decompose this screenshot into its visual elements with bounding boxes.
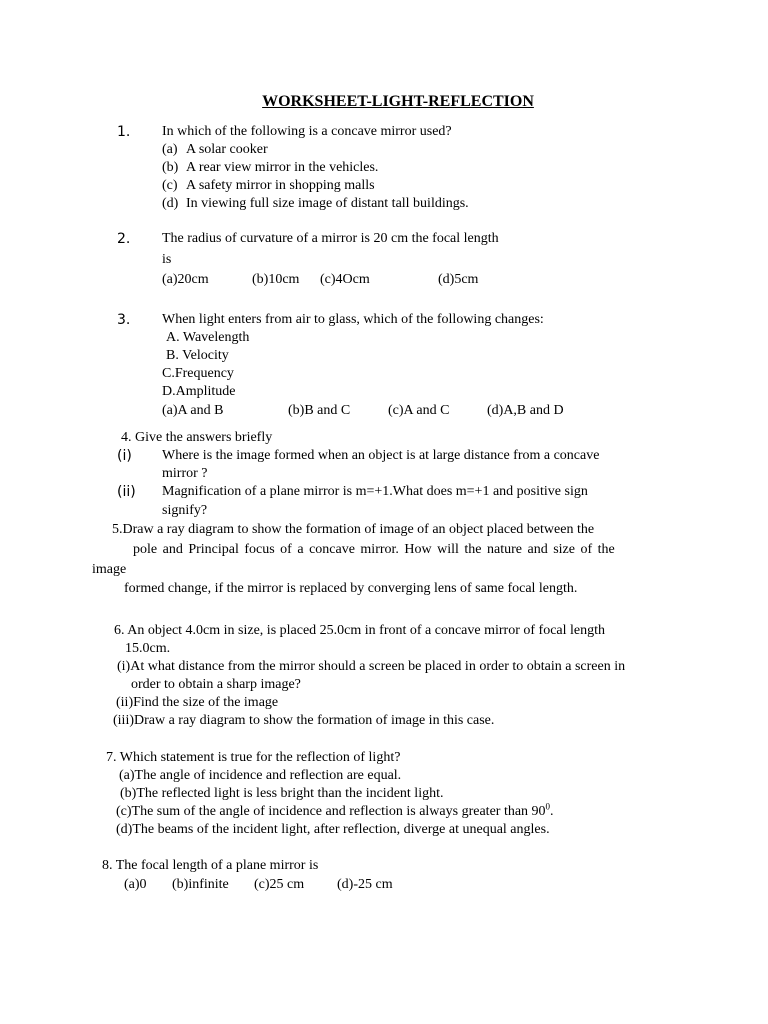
question-text: 6. An object 4.0cm in size, is placed 25.0cm in front of a concave mirror of focal length: [114, 623, 606, 638]
option: (c)A and C: [388, 403, 450, 418]
option: [116, 803, 554, 821]
option: (a)The angle of incidence and reflection are equal.: [119, 768, 402, 783]
option-text: A solar cooker: [186, 142, 268, 157]
sub-question-text-continued: signify?: [162, 503, 208, 518]
option: (d)A,B and D: [487, 403, 564, 418]
list-item: A. Wavelength: [166, 330, 250, 345]
question-text: The radius of curvature of a mirror is 20 cm the focal length: [162, 231, 499, 246]
worksheet-title: WORKSHEET-LIGHT-REFLECTION: [262, 93, 534, 110]
option: (c)25 cm: [254, 877, 305, 892]
option: (b)infinite: [172, 877, 229, 892]
question-text: When light enters from air to glass, which of the following changes:: [162, 312, 544, 327]
option-text: (c)The sum of the angle of incidence and reflection is always greater than 90: [116, 804, 546, 819]
list-item: D.Amplitude: [162, 384, 236, 399]
option: (b)10cm: [252, 272, 300, 287]
question-text-continued: is: [162, 252, 172, 267]
question-text: 5.Draw a ray diagram to show the formation of image of an object placed between the: [112, 522, 595, 537]
option: (a)0: [124, 877, 147, 892]
option-text-end: .: [550, 804, 554, 819]
question-number: 1.: [117, 124, 131, 140]
option-label: (a): [162, 142, 178, 157]
option: (d)5cm: [438, 272, 479, 287]
question-number: 3.: [117, 312, 131, 328]
option-text: A safety mirror in shopping malls: [186, 178, 375, 193]
superscript: 0: [545, 801, 551, 812]
question-text: In which of the following is a concave mirror used?: [162, 124, 452, 139]
option-label: (c): [162, 178, 178, 193]
question-text-continued: 15.0cm.: [125, 641, 171, 656]
option: (b)The reflected light is less bright than the incident light.: [120, 786, 444, 801]
sub-question-text-continued: order to obtain a sharp image?: [131, 677, 301, 692]
sub-question-text-continued: mirror ?: [162, 466, 208, 481]
question-text-continued: image: [92, 562, 127, 577]
option: (d)-25 cm: [337, 877, 393, 892]
option: (a)20cm: [162, 272, 209, 287]
option-text: In viewing full size image of distant tall buildings.: [186, 196, 469, 211]
option-label: (d): [162, 196, 179, 211]
question-heading: 4. Give the answers briefly: [121, 430, 273, 445]
sub-question-text: (iii)Draw a ray diagram to show the formation of image in this case.: [113, 713, 495, 728]
question-text: 7. Which statement is true for the reflection of light?: [106, 750, 401, 765]
option: (d)The beams of the incident light, after reflection, diverge at unequal angles.: [116, 822, 550, 837]
option: (b)B and C: [288, 403, 351, 418]
option-text: A rear view mirror in the vehicles.: [186, 160, 379, 175]
list-item: B. Velocity: [166, 348, 229, 363]
option: (c)4Ocm: [320, 272, 370, 287]
list-item: C.Frequency: [162, 366, 234, 381]
sub-question-label: (ii): [117, 484, 136, 500]
sub-question-text: (ii)Find the size of the image: [116, 695, 279, 710]
sub-question-text: Where is the image formed when an object is at large distance from a concave: [162, 448, 600, 463]
sub-question-label: (i): [117, 448, 132, 464]
question-text: 8. The focal length of a plane mirror is: [102, 858, 319, 873]
sub-question-text: Magnification of a plane mirror is m=+1.What does m=+1 and positive sign: [162, 484, 588, 499]
sub-question-text: (i)At what distance from the mirror should a screen be placed in order to obtain a screen in: [117, 659, 626, 674]
question-text-continued: pole and Principal focus of a concave mirror. How will the nature and size of the: [133, 542, 615, 557]
question-number: 2.: [117, 231, 131, 247]
question-text-continued: formed change, if the mirror is replaced by converging lens of same focal length.: [124, 581, 578, 596]
option: (a)A and B: [162, 403, 224, 418]
option-label: (b): [162, 160, 179, 175]
